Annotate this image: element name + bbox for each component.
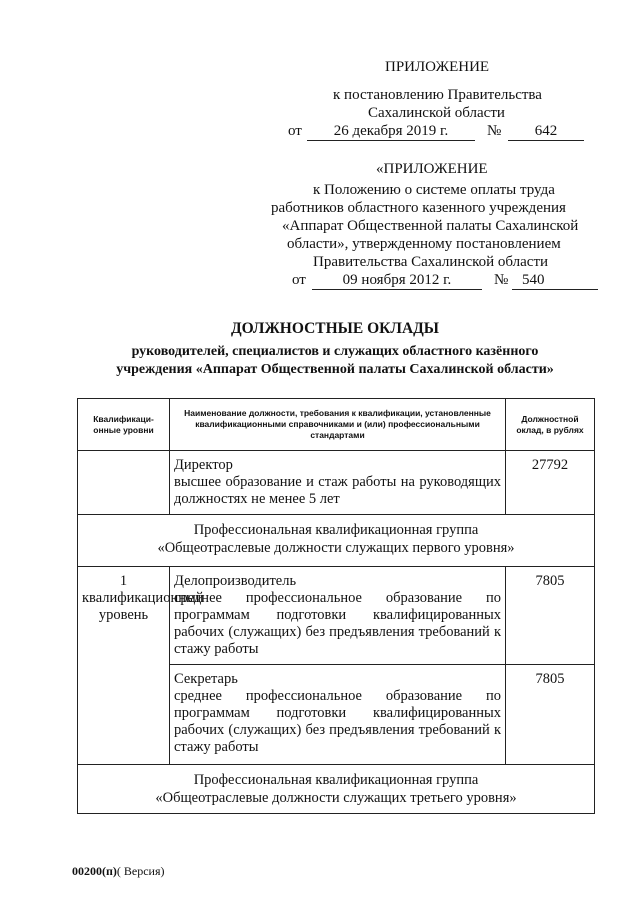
level1-cell: 1 квалификационный уровень	[78, 567, 170, 765]
secretary-salary: 7805	[506, 665, 595, 765]
from-label: от	[288, 123, 302, 139]
clerk-salary: 7805	[506, 567, 595, 665]
document-title: ДОЛЖНОСТНЫЕ ОКЛАДЫ	[230, 320, 440, 337]
header-position-requirements: Наименование должности, требования к квалификации, установленные квалификационными справочниками и (или) профессиональными стандартами	[170, 399, 506, 451]
number-label: №	[487, 123, 502, 139]
document-subtitle-line2: учреждения «Аппарат Общественной палаты Сахалинской области»	[116, 362, 554, 377]
header-qualification-levels: Квалификаци-онные уровни	[78, 399, 170, 451]
footer-version: ( Версия)	[116, 864, 165, 878]
table-row-group1	[78, 515, 595, 567]
appendix-heading: ПРИЛОЖЕНИЕ	[385, 59, 490, 75]
sub-header-line2: работников областного казенного учреждения	[271, 200, 566, 216]
director-cell	[170, 451, 506, 515]
secretary-name: Секретарь	[174, 671, 238, 687]
document-subtitle-line1: руководителей, специалистов и служащих областного казённого	[131, 344, 539, 359]
decree-reference: к постановлению Правительства	[333, 87, 542, 103]
group3-line2: «Общеотраслевые должности служащих третьего уровня»	[155, 790, 517, 806]
director-level-cell	[78, 451, 170, 515]
group1-line2: «Общеотраслевые должности служащих первого уровня»	[157, 540, 515, 556]
director-salary: 27792	[506, 451, 595, 515]
sub-header-line5: Правительства Сахалинской области	[313, 254, 549, 270]
sub-from-label: от	[292, 272, 306, 288]
group3-heading	[78, 765, 595, 814]
director-name: Директор	[174, 457, 233, 473]
clerk-cell	[170, 567, 506, 665]
table-header-row	[78, 399, 595, 451]
director-requirements: высшее образование и стаж работы на руководящих должностях не менее 5 лет	[174, 474, 501, 507]
clerk-requirements: среднее профессиональное образование по программам подготовки квалифицированных рабочих (служащих) без предъявления требований к стажу работы	[174, 590, 501, 657]
footer-code: 00200(п)	[72, 864, 117, 878]
sub-decree-number: 540	[512, 271, 598, 290]
secretary-cell	[170, 665, 506, 765]
header-salary: Должностной оклад, в рублях	[506, 399, 595, 451]
group1-heading	[78, 515, 595, 567]
sub-header-line1: к Положению о системе оплаты труда	[313, 182, 555, 198]
decree-number: 642	[508, 122, 584, 141]
clerk-name: Делопроизводитель	[174, 573, 297, 589]
decree-date: 26 декабря 2019 г.	[307, 122, 475, 141]
group1-line1: Профессиональная квалификационная группа	[193, 522, 479, 538]
sub-header-line3: «Аппарат Общественной палаты Сахалинской	[282, 218, 579, 234]
table-row-director	[78, 451, 595, 515]
sub-decree-date: 09 ноября 2012 г.	[312, 271, 482, 290]
group3-line1: Профессиональная квалификационная группа	[193, 772, 479, 788]
salary-table	[77, 398, 595, 814]
table-row-clerk	[78, 567, 595, 665]
sub-appendix-heading: «ПРИЛОЖЕНИЕ	[376, 161, 488, 177]
sub-number-label: №	[494, 272, 509, 288]
secretary-requirements: среднее профессиональное образование по программам подготовки квалифицированных рабочих (служащих) без предъявления требований к стажу работы	[174, 688, 501, 755]
sub-header-line4: области», утвержденному постановлением	[287, 236, 561, 252]
footer	[72, 864, 165, 878]
region-name: Сахалинской области	[368, 105, 505, 121]
table-row-group3	[78, 765, 595, 814]
